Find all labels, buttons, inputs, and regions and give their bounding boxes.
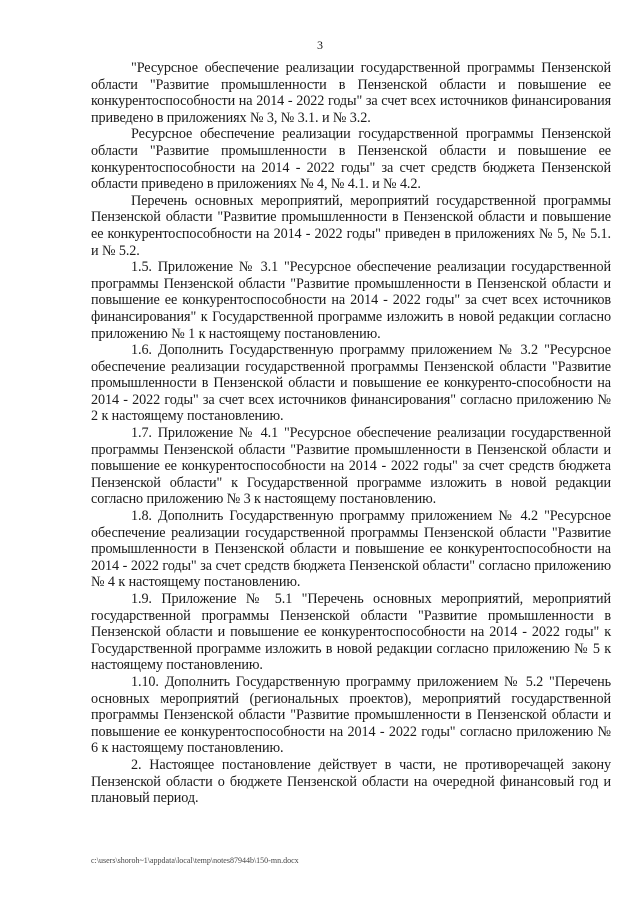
paragraph-item-1-6: 1.6. Дополнить Государственную программу приложением № 3.2 "Ресурсное обеспечение реализации государственной программы Пензенской области "Развитие промышленности в Пензенской области и повышение ее конкуренто-способности на 2014 - 2022 годы" за счет всех источников финансирования" согласно приложению № 2 к настоящему постановлению.: [91, 342, 611, 425]
paragraph-resource-all-sources: "Ресурсное обеспечение реализации государственной программы Пензенской области "Развитие промышленности в Пензенской области и повышение ее конкурентоспособности на 2014 - 2022 годы" за счет всех источников финансирования приведено в приложениях № 3, № 3.1. и № 3.2.: [91, 60, 611, 126]
paragraph-item-1-7: 1.7. Приложение № 4.1 "Ресурсное обеспечение реализации государственной программы Пензенской области "Развитие промышленности в Пензенской области и повышение ее конкурентоспособности на 2014 - 2022 годы" за счет средств бюджета Пензенской области" к Государственной программе изложить в новой редакции согласно приложению № 3 к настоящему постановлению.: [91, 425, 611, 508]
paragraph-list-of-activities: Перечень основных мероприятий, мероприятий государственной программы Пензенской области "Развитие промышленности в Пензенской области и повышение ее конкурентоспособности на 2014 - 2022 годы" приведен в приложениях № 5, № 5.1. и № 5.2.: [91, 192, 611, 259]
paragraph-item-1-5: 1.5. Приложение № 3.1 "Ресурсное обеспечение реализации государственной программы Пензенской области "Развитие промышленности в Пензенской области и повышение ее конкурентоспособности на 2014 - 2022 годы" за счет всех источников финансирования" к Государственной программе изложить в новой редакции согласно приложению № 1 к настоящему постановлению.: [91, 259, 611, 342]
paragraph-item-1-8: 1.8. Дополнить Государственную программу приложением № 4.2 "Ресурсное обеспечение реализации государственной программы Пензенской области "Развитие промышленности в Пензенской области и повышение ее конкурентоспособности на 2014 - 2022 годы" за счет средств бюджета Пензенской области" согласно приложению № 4 к настоящему постановлению.: [91, 508, 611, 591]
paragraph-item-1-10: 1.10. Дополнить Государственную программу приложением № 5.2 "Перечень основных мероприятий (региональных проектов), мероприятий государственной программы Пензенской области "Развитие промышленности в Пензенской области и повышение ее конкурентоспособности на 2014 - 2022 годы" согласно приложению № 6 к настоящему постановлению.: [91, 673, 611, 757]
paragraph-resource-regional-budget: Ресурсное обеспечение реализации государственной программы Пензенской области "Развитие промышленности в Пензенской области и повышение ее конкурентоспособности на 2014 - 2022 годы" за счет средств бюджета Пензенской области приведено в приложениях № 4, № 4.1. и № 4.2.: [91, 126, 611, 193]
page-number: 3: [317, 38, 323, 52]
paragraph-item-2: 2. Настоящее постановление действует в части, не противоречащей закону Пензенской области о бюджете Пензенской области на очередной финансовый год и плановый период.: [91, 756, 611, 807]
footer-file-path: c:\users\shoroh~1\appdata\local\temp\notes87944b\150-mn.docx: [91, 856, 299, 865]
document-body: [91, 60, 611, 807]
paragraph-item-1-9: 1.9. Приложение № 5.1 "Перечень основных мероприятий, мероприятий государственной программы Пензенской области "Развитие промышленности в Пензенской области и повышение ее конкурентоспособности на 2014 - 2022 годы" к Государственной программе изложить в новой редакции согласно приложению № 5 к настоящему постановлению.: [91, 591, 611, 674]
